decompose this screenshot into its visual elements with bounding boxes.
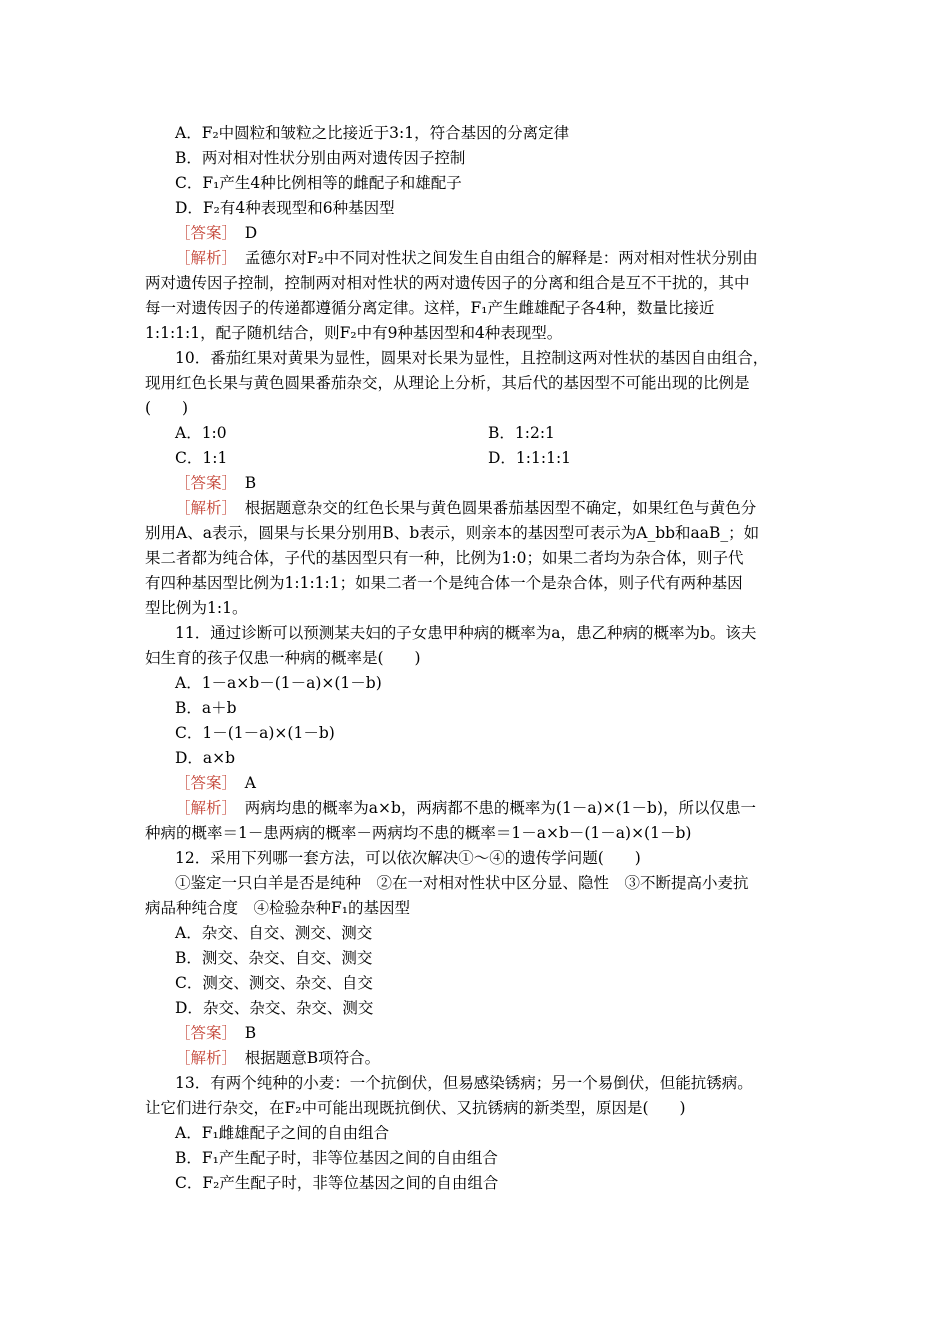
q10-option-d: D．1:1:1:1 bbox=[488, 449, 572, 467]
q13-option-b: B．F₁产生配子时，非等位基因之间的自由组合 bbox=[175, 1149, 498, 1167]
q11-answer-line bbox=[175, 771, 256, 796]
q9-option-c: C．F₁产生4种比例相等的雌配子和雄配子 bbox=[175, 174, 462, 192]
q12-answer-line bbox=[175, 1021, 256, 1046]
q10-answer-line bbox=[175, 471, 256, 496]
analysis-tag: ［解析］ bbox=[175, 1049, 230, 1067]
analysis-tag: ［解析］ bbox=[175, 799, 230, 817]
q11-option-c: C．1－(1－a)×(1－b) bbox=[175, 724, 335, 742]
answer-tag: ［答案］ bbox=[175, 474, 230, 492]
q10-stem-line-2: 现用红色长果与黄色圆果番茄杂交，从理论上分析，其后代的基因型不可能出现的比例是 bbox=[145, 374, 750, 392]
analysis-tag: ［解析］ bbox=[175, 499, 230, 517]
q13-stem-line-2: 让它们进行杂交，在F₂中可能出现既抗倒伏、又抗锈病的新类型，原因是( ) bbox=[145, 1099, 686, 1117]
q9-answer-line bbox=[175, 221, 257, 246]
q9-answer: D bbox=[244, 224, 258, 242]
analysis-tag: ［解析］ bbox=[175, 249, 230, 267]
q9-analysis-line-2: 两对遗传因子控制，控制两对相对性状的两对遗传因子的分离和组合是互不干扰的，其中 bbox=[145, 274, 750, 292]
q11-option-d: D．a×b bbox=[175, 749, 236, 767]
q11-option-b: B．a＋b bbox=[175, 699, 237, 717]
answer-tag: ［答案］ bbox=[175, 1024, 230, 1042]
q12-option-a: A．杂交、自交、测交、测交 bbox=[175, 924, 373, 942]
q10-analysis-line-3: 果二者都为纯合体，子代的基因型只有一种，比例为1:0；如果二者均为杂合体，则子代 bbox=[145, 549, 744, 567]
q9-option-b: B．两对相对性状分别由两对遗传因子控制 bbox=[175, 149, 466, 167]
q10-option-c: C．1:1 bbox=[175, 449, 228, 467]
q9-option-a: A．F₂中圆粒和皱粒之比接近于3:1，符合基因的分离定律 bbox=[175, 124, 570, 142]
q13-stem-line-1: 13．有两个纯种的小麦：一个抗倒伏，但易感染锈病；另一个易倒伏，但能抗锈病。 bbox=[175, 1074, 753, 1092]
q9-analysis-line-4: 1:1:1:1，配子随机结合，则F₂中有9种基因型和4种表现型。 bbox=[145, 324, 563, 342]
q11-stem-line-2: 妇生育的孩子仅患一种病的概率是( ) bbox=[145, 649, 421, 667]
q12-option-d: D．杂交、杂交、杂交、测交 bbox=[175, 999, 374, 1017]
answer-tag: ［答案］ bbox=[175, 224, 230, 242]
q9-analysis-line-1: ［解析］ 孟德尔对F₂中不同对性状之间发生自由组合的解释是：两对相对性状分别由 bbox=[175, 249, 758, 267]
q13-option-a: A．F₁雌雄配子之间的自由组合 bbox=[175, 1124, 390, 1142]
q10-option-a: A．1:0 bbox=[175, 424, 227, 442]
answer-tag: ［答案］ bbox=[175, 774, 230, 792]
q12-items-line-2: 病品种纯合度 ④检验杂种F₁的基因型 bbox=[145, 899, 410, 917]
q10-analysis-line-5: 型比例为1:1。 bbox=[145, 599, 248, 617]
q12-answer: B bbox=[244, 1024, 257, 1042]
q12-option-b: B．测交、杂交、自交、测交 bbox=[175, 949, 373, 967]
q13-option-c: C．F₂产生配子时，非等位基因之间的自由组合 bbox=[175, 1174, 499, 1192]
q11-stem-line-1: 11．通过诊断可以预测某夫妇的子女患甲种病的概率为a，患乙种病的概率为b。该夫 bbox=[175, 624, 757, 642]
q10-analysis-line-2: 别用A、a表示，圆果与长果分别用B、b表示，则亲本的基因型可表示为A_bb和aaB_；如 bbox=[145, 524, 760, 542]
q9-analysis-line-3: 每一对遗传因子的传递都遵循分离定律。这样，F₁产生雌雄配子各4种，数量比接近 bbox=[145, 299, 715, 317]
q11-analysis-line-2: 种病的概率＝1－患两病的概率－两病均不患的概率＝1－a×b－(1－a)×(1－b) bbox=[145, 824, 692, 842]
q10-answer: B bbox=[244, 474, 257, 492]
q12-option-c: C．测交、测交、杂交、自交 bbox=[175, 974, 373, 992]
q12-analysis-line: ［解析］ 根据题意B项符合。 bbox=[175, 1049, 381, 1067]
q11-answer: A bbox=[244, 774, 256, 792]
q10-analysis-line-4: 有四种基因型比例为1:1:1:1；如果二者一个是纯合体一个是杂合体，则子代有两种基因 bbox=[145, 574, 743, 592]
q10-analysis-line-1: ［解析］ 根据题意杂交的红色长果与黄色圆果番茄基因型不确定，如果红色与黄色分 bbox=[175, 499, 757, 517]
q10-stem-line-3: ( ) bbox=[145, 399, 189, 417]
q10-stem-line-1: 10．番茄红果对黄果为显性，圆果对长果为显性，且控制这两对性状的基因自由组合， bbox=[175, 349, 769, 367]
q11-option-a: A．1－a×b－(1－a)×(1－b) bbox=[175, 674, 382, 692]
q11-analysis-line-1: ［解析］ 两病均患的概率为a×b，两病都不患的概率为(1－a)×(1－b)，所以仅患一 bbox=[175, 799, 756, 817]
q10-option-b: B．1:2:1 bbox=[488, 424, 555, 442]
q12-items-line-1: ①鉴定一只白羊是否是纯种 ②在一对相对性状中区分显、隐性 ③不断提高小麦抗 bbox=[175, 874, 749, 892]
q12-stem: 12．采用下列哪一套方法，可以依次解决①～④的遗传学问题( ) bbox=[175, 849, 641, 867]
q9-option-d: D．F₂有4种表现型和6种基因型 bbox=[175, 199, 395, 217]
